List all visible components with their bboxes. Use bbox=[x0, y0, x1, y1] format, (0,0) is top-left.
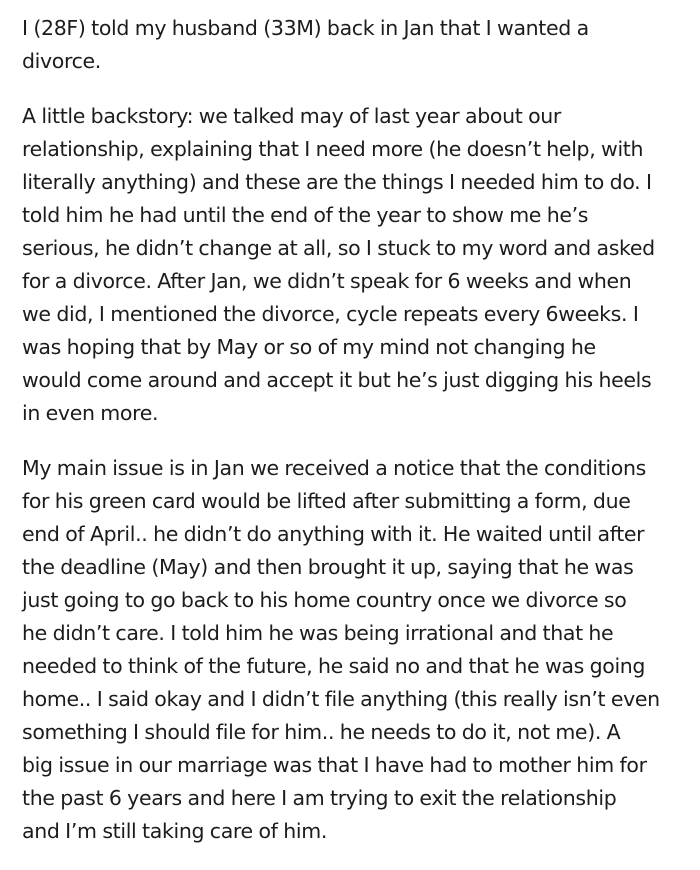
paragraph-line: end of April.. he didn’t do anything with it. He waited until after bbox=[22, 522, 645, 546]
paragraph-line: relationship, explaining that I need more (he doesn’t help, with bbox=[22, 137, 644, 161]
post-body bbox=[22, 12, 690, 870]
paragraph-line: just going to go back to his home country once we divorce so bbox=[22, 588, 627, 612]
paragraph-line: serious, he didn’t change at all, so I stuck to my word and asked bbox=[22, 236, 655, 260]
paragraph-line: divorce. bbox=[22, 49, 101, 73]
paragraph-line: home.. I said okay and I didn’t file anything (this really isn’t even bbox=[22, 687, 660, 711]
paragraph-line: needed to think of the future, he said no and that he was going bbox=[22, 654, 646, 678]
paragraph-line: something I should file for him.. he needs to do it, not me). A bbox=[22, 720, 621, 744]
paragraph-line: was hoping that by May or so of my mind not changing he bbox=[22, 335, 596, 359]
paragraph-3 bbox=[22, 452, 690, 848]
paragraph-line: My main issue is in Jan we received a notice that the conditions bbox=[22, 456, 646, 480]
paragraph-line: for a divorce. After Jan, we didn’t speak for 6 weeks and when bbox=[22, 269, 632, 293]
paragraph-line: and I’m still taking care of him. bbox=[22, 819, 327, 843]
paragraph-line: I (28F) told my husband (33M) back in Jan that I wanted a bbox=[22, 16, 589, 40]
paragraph-line: he didn’t care. I told him he was being irrational and that he bbox=[22, 621, 614, 645]
paragraph-line: told him he had until the end of the year to show me he’s bbox=[22, 203, 589, 227]
paragraph-line: big issue in our marriage was that I have had to mother him for bbox=[22, 753, 647, 777]
paragraph-line: the deadline (May) and then brought it up, saying that he was bbox=[22, 555, 634, 579]
paragraph-line: literally anything) and these are the things I needed him to do. I bbox=[22, 170, 652, 194]
paragraph-line: for his green card would be lifted after submitting a form, due bbox=[22, 489, 631, 513]
paragraph-2 bbox=[22, 100, 690, 430]
paragraph-line: the past 6 years and here I am trying to exit the relationship bbox=[22, 786, 617, 810]
paragraph-1 bbox=[22, 12, 690, 78]
paragraph-line: in even more. bbox=[22, 401, 159, 425]
paragraph-line: we did, I mentioned the divorce, cycle repeats every 6weeks. I bbox=[22, 302, 639, 326]
paragraph-line: A little backstory: we talked may of last year about our bbox=[22, 104, 562, 128]
paragraph-line: would come around and accept it but he’s just digging his heels bbox=[22, 368, 652, 392]
